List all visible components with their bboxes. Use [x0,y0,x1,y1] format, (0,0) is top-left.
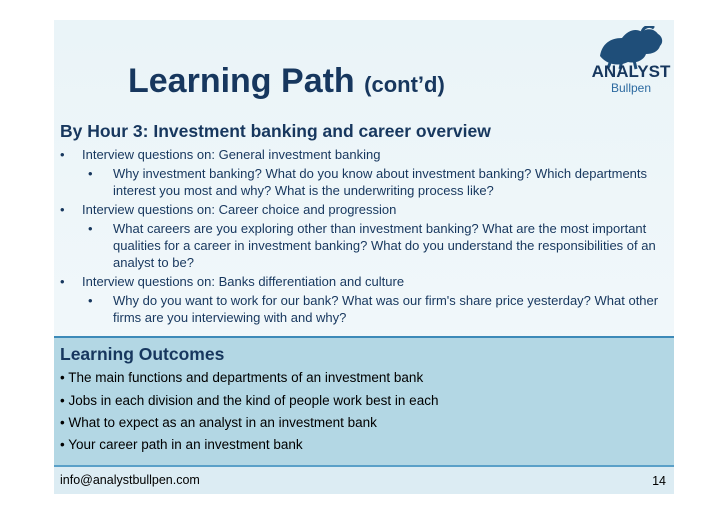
bullet-item: • Interview questions on: Career choice and progression [60,201,670,218]
bullet-list [60,146,670,328]
sub-bullet-item: • Why investment banking? What do you know about investment banking? Which departments interest you most and why? What is the underwriting process like? [60,165,670,199]
footer-email[interactable]: info@analystbullpen.com [60,473,200,487]
logo-line1: ANALYST [591,62,671,81]
sub-bullet-item: • What careers are you exploring other than investment banking? What are the most important qualities for a career in investment banking? What do you understand the responsibilities of an analyst to be? [60,220,670,271]
outcomes-heading: Learning Outcomes [60,344,225,364]
sub-bullet-item: • Why do you want to work for our bank? What was our firm's share price yesterday? What other firms are you interviewing with and why? [60,292,670,326]
learning-outcomes-panel [54,336,674,466]
section-heading: By Hour 3: Investment banking and career overview [60,121,491,141]
brand-logo [586,64,676,96]
bullet-item: • Interview questions on: Banks differentiation and culture [60,273,670,290]
slide-title [128,62,445,101]
slide-footer [54,465,674,494]
bullet-item: • Interview questions on: General investment banking [60,146,670,163]
logo-line2: Bullpen [610,81,652,95]
title-main: Learning Path [128,62,355,100]
outcome-item: • Jobs in each division and the kind of people work best in each [60,393,439,408]
outcome-item: • The main functions and departments of an investment bank [60,370,424,385]
outcome-item: • Your career path in an investment bank [60,437,303,452]
page-number: 14 [652,474,666,488]
title-sub: (cont’d) [364,72,445,97]
outcome-item: • What to expect as an analyst in an investment bank [60,415,377,430]
